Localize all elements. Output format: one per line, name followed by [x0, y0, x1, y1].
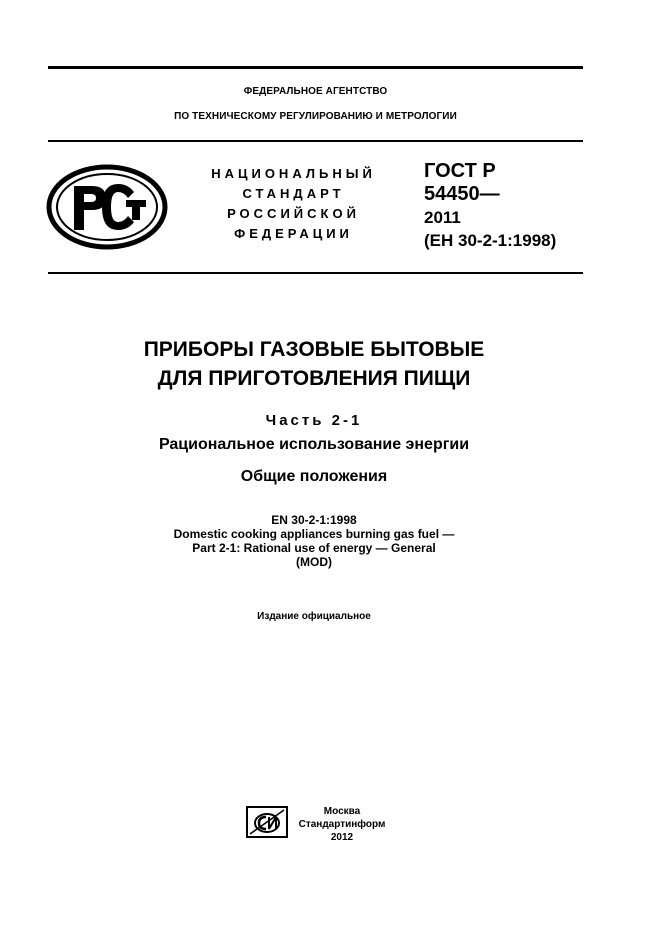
header-rule	[48, 140, 583, 142]
designation-rule	[48, 272, 583, 274]
standartinform-logo-icon	[246, 806, 288, 838]
part-subtitle: Рациональное использование энергии	[158, 436, 470, 453]
agency-line-2: ПО ТЕХНИЧЕСКОМУ РЕГУЛИРОВАНИЮ И МЕТРОЛОГИИ	[174, 111, 457, 122]
en-ref-line-4: (MOD)	[296, 555, 332, 569]
standard-label-line-1: НАЦИОНАЛЬНЫЙ	[211, 166, 376, 181]
title-line-2: ДЛЯ ПРИГОТОВЛЕНИЯ ПИЩИ	[157, 367, 471, 390]
publisher-city: Москва	[323, 806, 361, 817]
top-rule	[48, 66, 583, 69]
standard-label-line-2: СТАНДАРТ	[242, 186, 345, 201]
publisher-name: Стандартинформ	[298, 819, 386, 830]
en-ref-line-2: Domestic cooking appliances burning gas fuel —	[173, 527, 455, 541]
designation-line-3: 2011	[424, 208, 461, 227]
standard-label-line-3: РОССИЙСКОЙ	[227, 206, 360, 221]
part-general: Общие положения	[240, 468, 388, 485]
title-line-1: ПРИБОРЫ ГАЗОВЫЕ БЫТОВЫЕ	[143, 338, 485, 361]
publisher-year: 2012	[330, 832, 354, 843]
designation-line-1: ГОСТ Р	[424, 160, 496, 182]
standard-label-line-4: ФЕДЕРАЦИИ	[234, 226, 353, 241]
en-ref-line-3: Part 2-1: Rational use of energy — General	[192, 541, 436, 555]
agency-line-1: ФЕДЕРАЛЬНОЕ АГЕНТСТВО	[243, 86, 388, 97]
en-ref-line-1: EN 30-2-1:1998	[271, 513, 357, 527]
gost-r-logo-icon	[46, 164, 168, 250]
designation-line-4: (ЕН 30-2-1:1998)	[424, 231, 557, 250]
designation-line-2: 54450—	[424, 183, 500, 205]
part-label: Часть 2-1	[265, 412, 363, 429]
edition-note: Издание официальное	[257, 611, 371, 622]
